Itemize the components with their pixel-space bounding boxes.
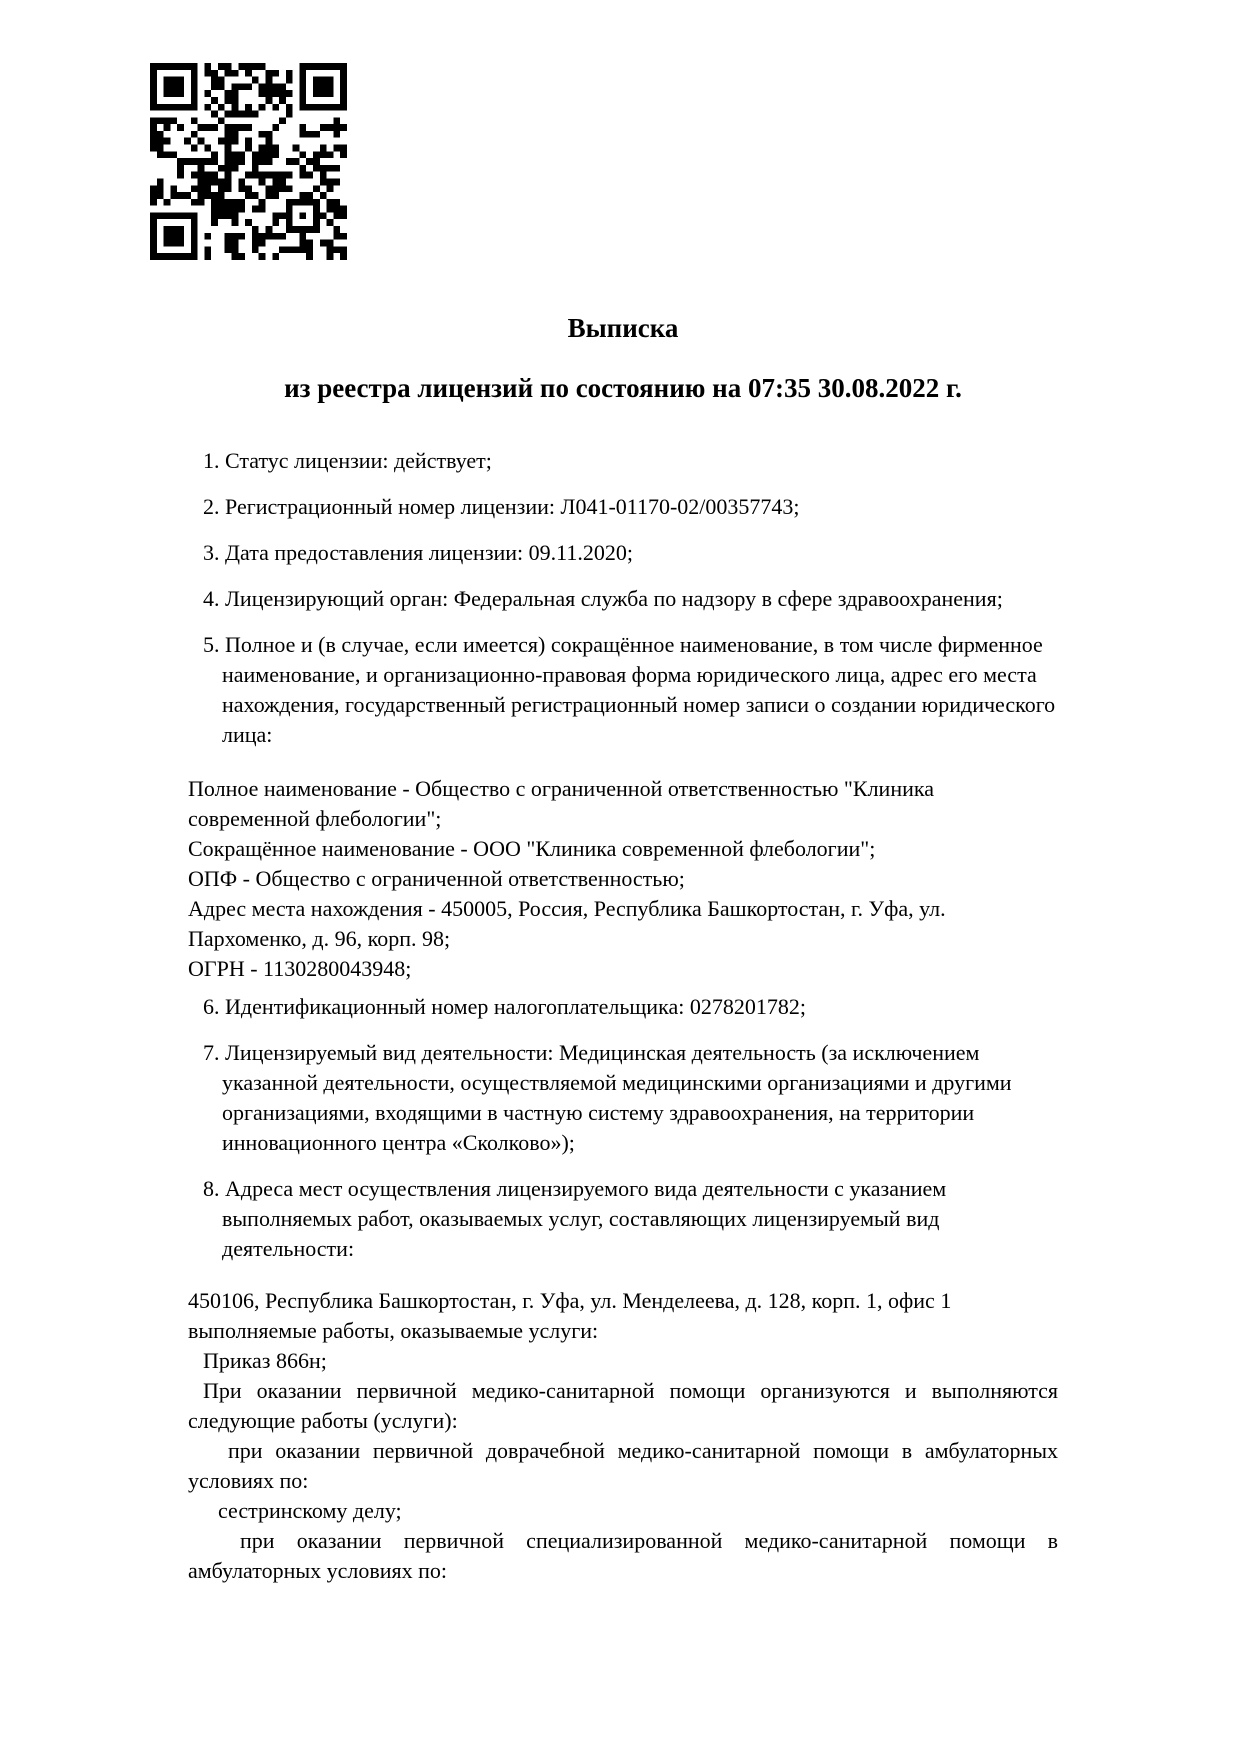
org-ogrn: ОГРН - 1130280043948;: [188, 956, 412, 981]
org-details-block: [188, 774, 1058, 984]
activity-order-866n: Приказ 866н;: [203, 1348, 327, 1373]
item-number: 6.: [203, 994, 220, 1019]
item-text: Лицензирующий орган: Федеральная служба по надзору в сфере здравоохранения;: [225, 586, 1003, 611]
item-number: 8.: [203, 1176, 220, 1201]
list-item-reg-number: [188, 492, 1058, 522]
activity-nursing-line: сестринскому делу;: [218, 1498, 402, 1523]
org-full-name: Полное наименование - Общество с ограниченной ответственностью "Клиника современной флебологии";: [188, 776, 935, 831]
document-body: [188, 310, 1058, 1586]
activity-pre-medical-care-line: при оказании первичной доврачебной медико-санитарной помощи в амбулаторных условиях по:: [188, 1438, 1058, 1493]
item-text: Дата предоставления лицензии: 09.11.2020;: [225, 540, 633, 565]
item-text: Лицензируемый вид деятельности: Медицинская деятельность (за исключением указанной деятельности, осуществляемой медицинскими организациями и другими организациями, входящими в частную систему здравоохранения, на территории инновационного центра «Сколково»);: [222, 1040, 1012, 1155]
activity-primary-care-line: При оказании первичной медико-санитарной помощи организуются и выполняются следующие работы (услуги):: [188, 1378, 1058, 1433]
list-item-licensed-activity: [188, 1038, 1058, 1158]
item-number: 3.: [203, 540, 220, 565]
activity-address: 450106, Республика Башкортостан, г. Уфа, ул. Менделеева, д. 128, корп. 1, офис 1: [188, 1288, 952, 1313]
org-legal-form: ОПФ - Общество с ограниченной ответственностью;: [188, 866, 685, 891]
item-number: 1.: [203, 448, 220, 473]
item-text: Адреса мест осуществления лицензируемого вида деятельности с указанием выполняемых работ, оказываемых услуг, составляющих лицензируемый вид деятельности:: [222, 1176, 947, 1261]
item-text: Полное и (в случае, если имеется) сокращённое наименование, в том числе фирменное наименование, и организационно-правовая форма юридического лица, адрес его места нахождения, государственный регистрационный номер записи о создании юридического лица:: [222, 632, 1056, 747]
item-text: Статус лицензии: действует;: [225, 448, 492, 473]
document-title: Выписка: [567, 313, 679, 343]
list-item-status: [188, 446, 1058, 476]
org-short-name: Сокращённое наименование - ООО "Клиника современной флебологии";: [188, 836, 876, 861]
list-item-licensing-authority: [188, 584, 1058, 614]
qr-code: [150, 63, 347, 260]
item-text: Регистрационный номер лицензии: Л041-01170-02/00357743;: [225, 494, 800, 519]
document-subtitle: из реестра лицензий по состоянию на 07:35 30.08.2022 г.: [284, 373, 962, 403]
item-text: Идентификационный номер налогоплательщика: 0278201782;: [225, 994, 806, 1019]
item-number: 4.: [203, 586, 220, 611]
org-address: Адрес места нахождения - 450005, Россия, Республика Башкортостан, г. Уфа, ул. Пархоменко, д. 96, корп. 98;: [188, 896, 946, 951]
list-item-org-name-heading: [188, 630, 1058, 750]
list-item-grant-date: [188, 538, 1058, 568]
activity-specialized-care-line: при оказании первичной специализированной медико-санитарной помощи в амбулаторных условиях по:: [188, 1528, 1058, 1583]
activity-address-block: [188, 1286, 1058, 1586]
item-number: 5.: [203, 632, 220, 657]
list-item-inn: [188, 992, 1058, 1022]
activity-works-label: выполняемые работы, оказываемые услуги:: [188, 1318, 599, 1343]
list-item-activity-addresses-heading: [188, 1174, 1058, 1264]
item-number: 2.: [203, 494, 220, 519]
item-number: 7.: [203, 1040, 220, 1065]
